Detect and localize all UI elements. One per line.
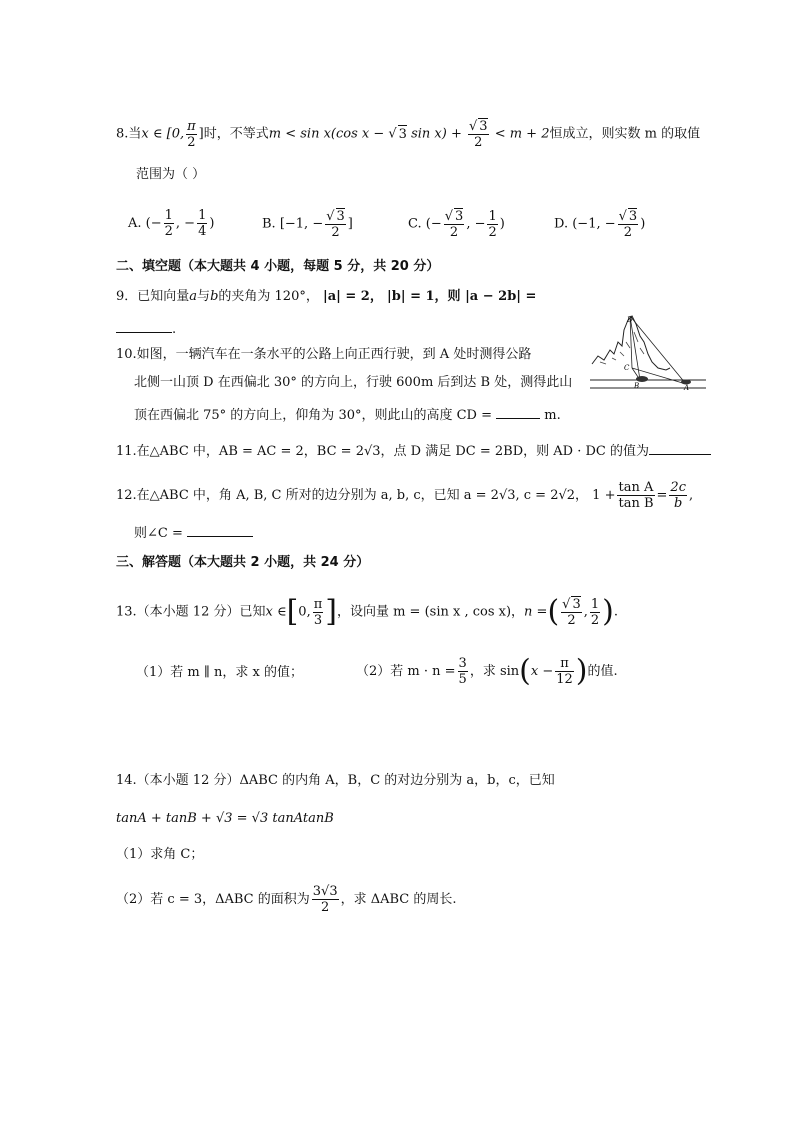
q9-text: 与 <box>197 289 211 304</box>
q12-eq: = <box>656 488 668 503</box>
q11-line <box>116 440 711 461</box>
q11-answer-blank <box>649 440 711 455</box>
q8-text: 恒成立，则实数 m 的取值 <box>549 126 701 142</box>
frac-num: π <box>187 118 196 134</box>
frac-den: 2 <box>187 134 196 150</box>
q14-text: （2）若 c = 3，ΔABC 的面积为 <box>116 892 310 907</box>
q14-area-frac <box>312 884 339 915</box>
q9-text: 的夹角为 120°， <box>218 289 319 304</box>
mountain-figure <box>590 312 706 394</box>
q9-norm-b: |b| = 1，则 |a − 2b| = <box>387 289 537 304</box>
q8-text: ]时，不等式 <box>198 126 269 142</box>
q8-line1: 8.当x ∈ [0, $\frac{\pi}{2}$ ]时，不等式m < sin x(cos x − √ 3 sin x) + $\frac{√ 3}{2}$ < m + 2恒成立，则实数 m 的取值 <box>116 118 701 150</box>
q12-text: 则∠C = <box>134 526 183 541</box>
q12-answer-blank <box>187 522 253 537</box>
fig-label-a: A <box>684 384 690 392</box>
frac-den: 2 <box>474 135 483 150</box>
option-label: A. <box>128 216 142 231</box>
frac-num: 1 <box>590 596 600 612</box>
q10-line1: 10.如图，一辆汽车在一条水平的公路上向正西行驶，到 A 处时测得公路 <box>116 347 532 362</box>
q8-domain: x ∈ [0, <box>141 126 185 142</box>
q8-options <box>128 204 668 244</box>
q14-equation: tanA + tanB + √3 = √3 tanAtanB <box>116 811 334 826</box>
q13-expr: x − <box>530 664 554 679</box>
frac-num: 3 <box>458 656 467 671</box>
q10-text: 顶在西偏北 75° 的方向上，仰角为 30°，则此山的高度 CD = <box>134 408 493 423</box>
frac-den: b <box>674 496 683 511</box>
vector-b: b <box>210 289 219 304</box>
frac-den: tan B <box>618 496 654 511</box>
q14-line1: 14.（本小题 12 分）ΔABC 的内角 A，B，C 的对边分别为 a，b，c，已知 <box>116 773 555 788</box>
q9-norm-a: |a| = 2， <box>322 289 383 304</box>
q13-3-over-5 <box>458 656 468 687</box>
q13-pi-over-3 <box>313 597 324 628</box>
q13-n-first: $\frac{√ 3}{2}$ <box>562 597 581 628</box>
option-d[interactable]: D. (−1, − $\frac{√ 3}{2}$ ) <box>554 209 646 240</box>
frac-den: 2 <box>321 900 330 915</box>
q13-text: 13.（本小题 12 分）已知 <box>116 604 266 620</box>
q8-inequality: < m + 2 <box>490 126 550 142</box>
q11-text: 11.在△ABC 中，AB = AC = 2，BC = 2√3，点 D 满足 DC = 2BD，则 AD · DC 的值为 <box>116 444 649 459</box>
option-b[interactable]: B. [−1, − $\frac{√ 3}{2}$ ] <box>262 209 353 240</box>
q14-part2 <box>116 884 457 915</box>
q13-text: （2）若 m · n = <box>356 664 456 679</box>
frac-num: 2c <box>670 480 686 495</box>
section-2-heading: 二、填空题（本大题共 4 小题，每题 5 分，共 20 分） <box>116 259 440 274</box>
q13-vector-n: n = <box>524 604 548 620</box>
sqrt-arg: 3 <box>398 126 407 142</box>
q8-inequality: m < sin x(cos x − <box>268 126 389 142</box>
fig-label-c: C <box>624 364 630 372</box>
sqrt-arg: 3 <box>572 597 581 612</box>
q8-text: 当 <box>128 126 142 142</box>
frac-den: 5 <box>458 672 467 687</box>
q10-answer-blank <box>496 404 540 419</box>
q9-text: 9．已知向量 <box>116 289 190 304</box>
fig-label-b: B <box>634 382 640 390</box>
q13-vector-m: ，设向量 m = (sin x , cos x)， <box>336 604 525 620</box>
q12-line1: 12.在△ABC 中，角 A, B, C 所对的边分别为 a, b, c，已知 a = 2√3, c = 2√2， 1 + $\frac{\text{tan A}}{\text{tan B}}$ = $\frac{2c}{b}$ , <box>116 480 694 511</box>
q13-text: 的值. <box>587 664 618 679</box>
frac-num: 3√3 <box>312 884 338 899</box>
option-label: D. <box>554 216 569 232</box>
q13-text: ，求 sin <box>469 664 520 679</box>
q14-part1: （1）求角 C； <box>116 847 204 862</box>
q13-domain: x ∈ <box>265 604 287 620</box>
vector-a: a <box>189 289 198 304</box>
frac-den: 12 <box>556 672 573 687</box>
section-3-heading: 三、解答题（本大题共 2 小题，共 24 分） <box>116 555 370 570</box>
q8-sqrt3-over-2: $\frac{√ 3}{2}$ <box>468 119 488 150</box>
q8-inequality: sin x) + <box>406 126 466 142</box>
q13-pi-over-12 <box>555 656 574 687</box>
option-a[interactable]: A. (− $\frac{1}{2}$ , − $\frac{1}{4}$ ) <box>128 208 215 239</box>
frac-num: tan A <box>618 480 654 495</box>
q12-line2 <box>134 522 253 543</box>
q12-2c-over-b <box>669 480 687 511</box>
q9-line <box>116 288 536 306</box>
q9-answer-blank: . <box>116 318 176 339</box>
q13-part2: （2）若 m · n = $\frac{3}{5}$ ，求 sin(x − $\frac{\pi}{12}$ )的值. <box>356 653 618 689</box>
frac-num: π <box>313 596 323 612</box>
sqrt-arg: 3 <box>479 119 488 134</box>
q8-line2: 范围为（ ） <box>136 167 206 182</box>
q12-tan-ratio <box>617 480 654 511</box>
frac-den: 2 <box>567 613 576 628</box>
q14-text: ，求 ΔABC 的周长. <box>340 892 457 907</box>
q13-part1: （1）若 m ∥ n，求 x 的值； <box>136 665 303 680</box>
frac-den: 3 <box>313 612 323 628</box>
q12-text: 12.在△ABC 中，角 A, B, C 所对的边分别为 a, b, c，已知 a = 2√3, c = 2√2， <box>116 488 589 503</box>
frac-num: π <box>555 656 574 672</box>
q10-line2: 北侧一山顶 D 在西偏北 30° 的方向上，行驶 600m 后到达 B 处，测得此山 <box>134 375 573 390</box>
frac-den: 2 <box>590 612 600 628</box>
option-c[interactable]: C. (− $\frac{√ 3}{2}$ , − $\frac{1}{2}$ ) <box>408 208 505 240</box>
fig-label-d: D <box>627 316 633 324</box>
q10-unit: m. <box>544 408 561 423</box>
q13-line1: 13.（本小题 12 分）已知x ∈[0, $\frac{\pi}{3}$ ]，设向量 m = (sin x , cos x)，n =( $\frac{√ 3}{2}$ , $\frac{1}{2}$ ). <box>116 594 619 629</box>
option-label: B. <box>262 216 276 232</box>
q12-expr: 1 + <box>592 488 616 503</box>
q8-number: 8. <box>116 126 129 142</box>
q8-pi-over-2 <box>186 119 197 150</box>
q13-zero: 0, <box>298 604 311 620</box>
option-label: C. <box>408 216 422 232</box>
q10-line3 <box>134 404 561 425</box>
q13-n-second <box>590 597 600 628</box>
